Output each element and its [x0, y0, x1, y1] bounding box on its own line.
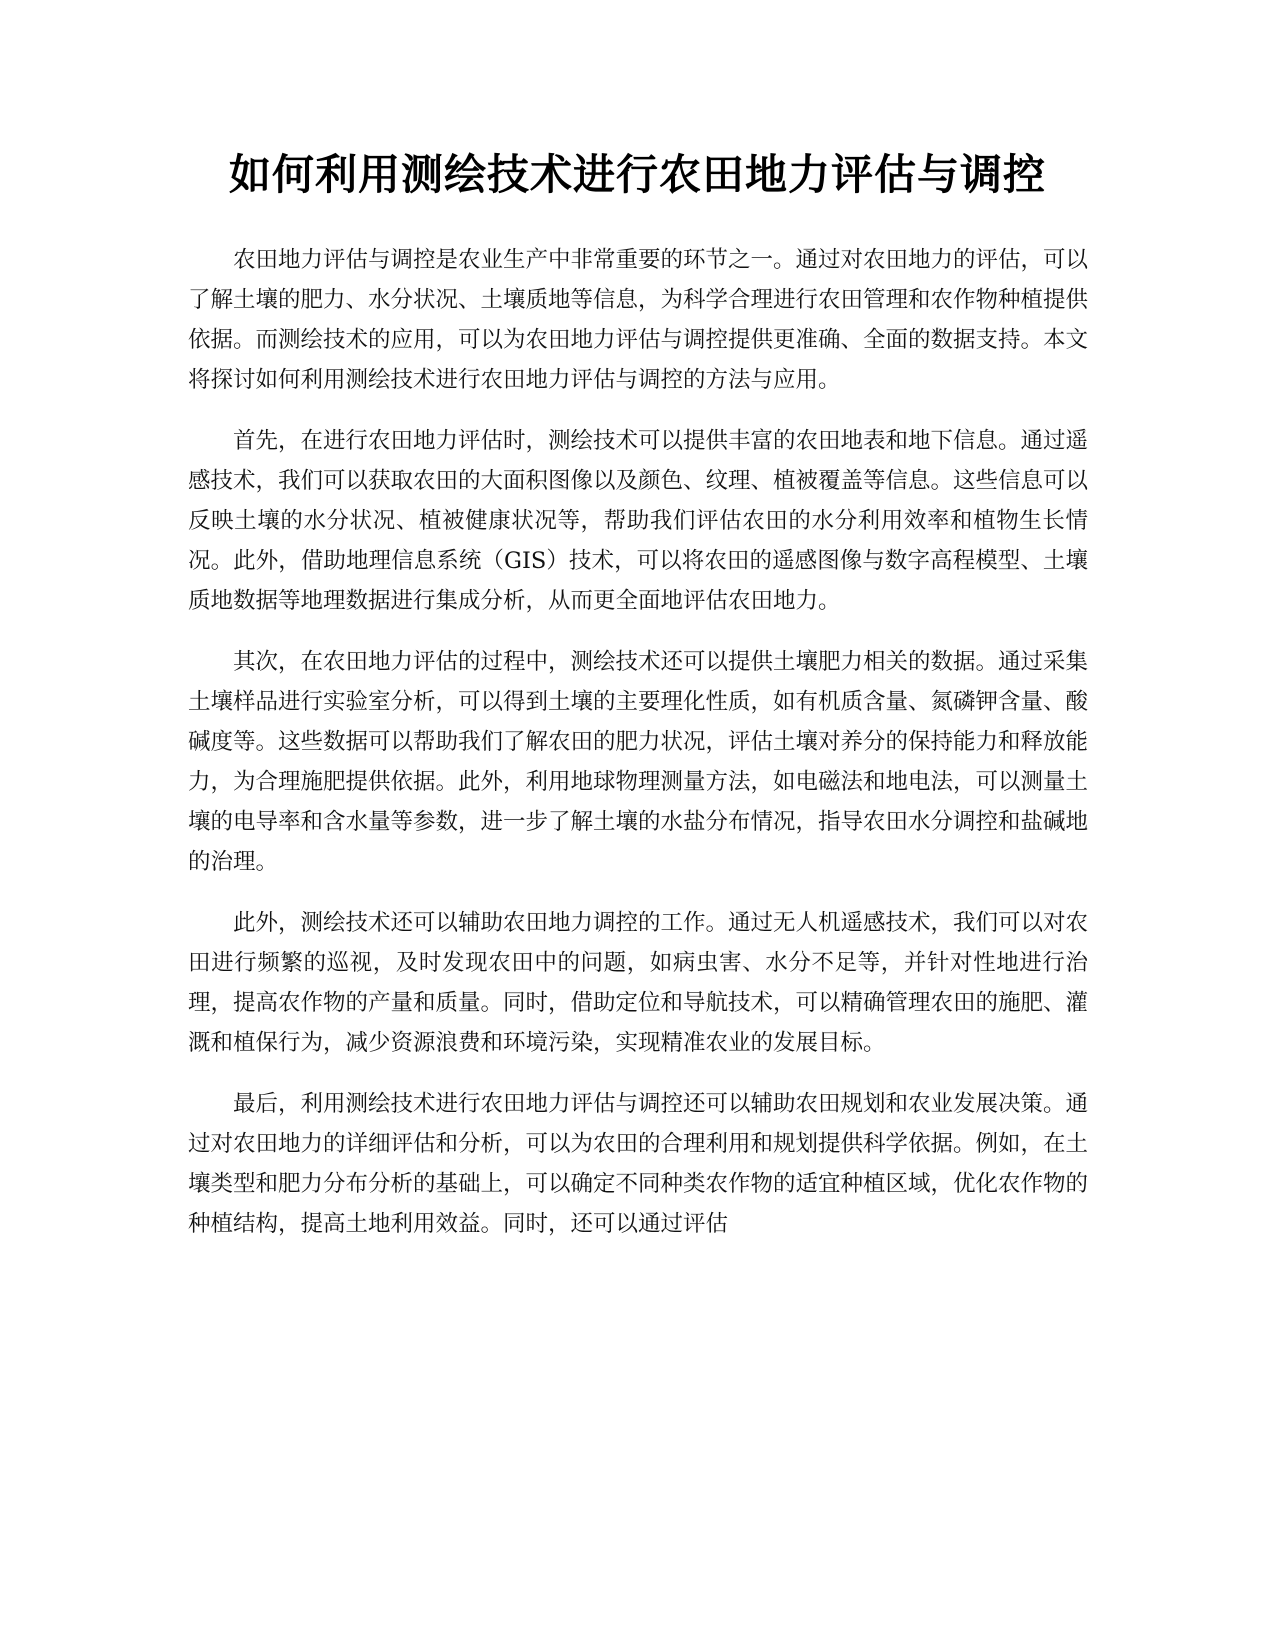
paragraph-intro: 农田地力评估与调控是农业生产中非常重要的环节之一。通过对农田地力的评估，可以了解土壤的肥力、水分状况、土壤质地等信息，为科学合理进行农田管理和农作物种植提供依据。而测绘技术的应用，可以为农田地力评估与调控提供更准确、全面的数据支持。本文将探讨如何利用测绘技术进行农田地力评估与调控的方法与应用。 — [188, 247, 1089, 393]
document-title: 如何利用测绘技术进行农田地力评估与调控 — [228, 150, 1046, 199]
paragraph-planning: 最后，利用测绘技术进行农田地力评估与调控还可以辅助农田规划和农业发展决策。通过对农田地力的详细评估和分析，可以为农田的合理利用和规划提供科学依据。例如，在土壤类型和肥力分布分析的基础上，可以确定不同种类农作物的适宜种植区域，优化农作物的种植结构，提高土地利用效益。同时，还可以通过评估 — [188, 1091, 1089, 1237]
paragraph-regulation: 此外，测绘技术还可以辅助农田地力调控的工作。通过无人机遥感技术，我们可以对农田进行频繁的巡视，及时发现农田中的问题，如病虫害、水分不足等，并针对性地进行治理，提高农作物的产量和质量。同时，借助定位和导航技术，可以精确管理农田的施肥、灌溉和植保行为，减少资源浪费和环境污染，实现精准农业的发展目标。 — [188, 910, 1089, 1056]
paragraph-soil-fertility: 其次，在农田地力评估的过程中，测绘技术还可以提供土壤肥力相关的数据。通过采集土壤样品进行实验室分析，可以得到土壤的主要理化性质，如有机质含量、氮磷钾含量、酸碱度等。这些数据可以帮助我们了解农田的肥力状况，评估土壤对养分的保持能力和释放能力，为合理施肥提供依据。此外，利用地球物理测量方法，如电磁法和地电法，可以测量土壤的电导率和含水量等参数，进一步了解土壤的水盐分布情况，指导农田水分调控和盐碱地的治理。 — [188, 649, 1089, 875]
paragraph-remote-sensing: 首先，在进行农田地力评估时，测绘技术可以提供丰富的农田地表和地下信息。通过遥感技术，我们可以获取农田的大面积图像以及颜色、纹理、植被覆盖等信息。这些信息可以反映土壤的水分状况、植被健康状况等，帮助我们评估农田的水分利用效率和植物生长情况。此外，借助地理信息系统（GIS）技术，可以将农田的遥感图像与数字高程模型、土壤质地数据等地理数据进行集成分析，从而更全面地评估农田地力。 — [188, 428, 1089, 614]
document-body — [188, 240, 1088, 1265]
